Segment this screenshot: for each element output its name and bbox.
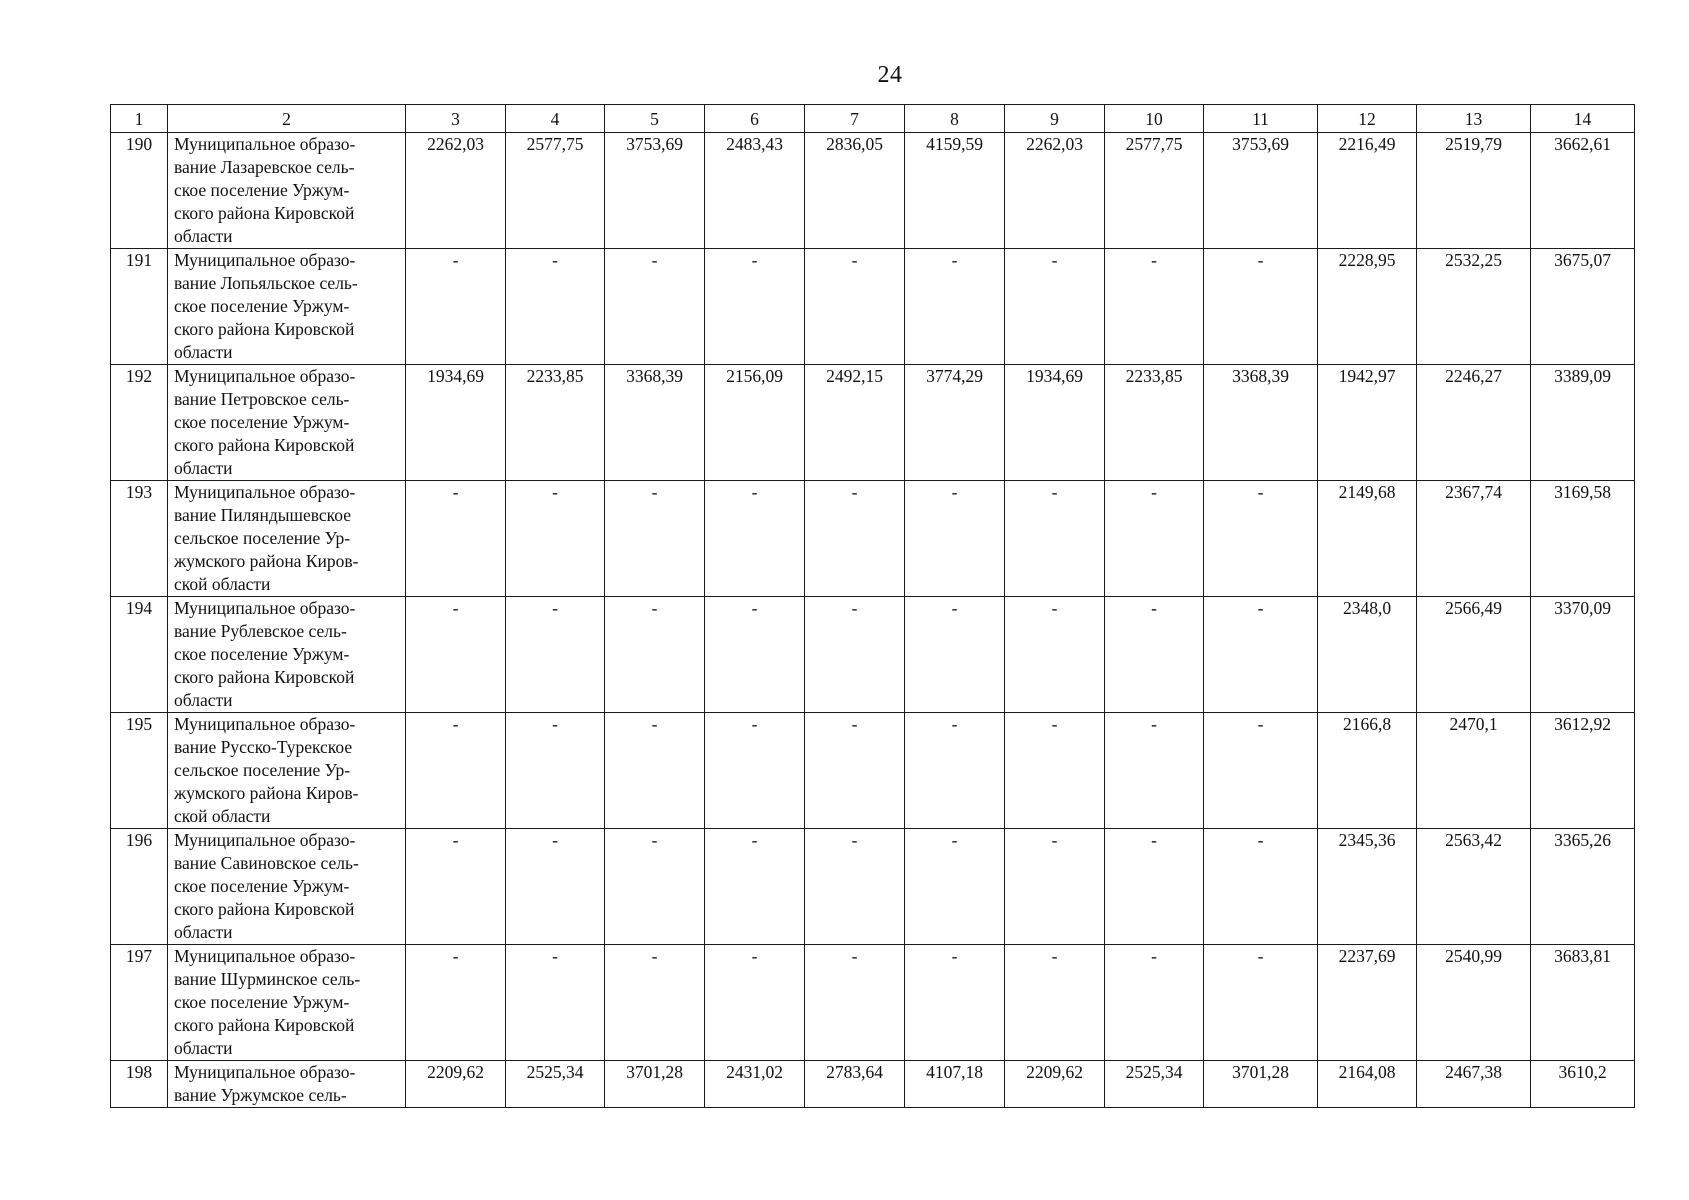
municipality-name-line: ского района Кировской — [174, 319, 355, 339]
municipality-name-line: вание Пиляндышевское — [174, 505, 351, 525]
value-cell-col-11: - — [1204, 249, 1318, 365]
value-cell-col-5: 3753,69 — [605, 133, 705, 249]
column-header-1: 1 — [111, 105, 168, 133]
value-cell-col-8: - — [905, 829, 1005, 945]
value-cell-col-14: 3169,58 — [1531, 481, 1635, 597]
value-cell-col-9: 2209,62 — [1005, 1061, 1105, 1108]
municipality-name-line: ской области — [174, 806, 271, 826]
value-cell-col-4: - — [506, 713, 605, 829]
column-header-2: 2 — [168, 105, 406, 133]
municipality-name-line: вание Русско-Турекское — [174, 737, 353, 757]
value-cell-col-9: - — [1005, 249, 1105, 365]
value-cell-col-14: 3662,61 — [1531, 133, 1635, 249]
value-cell-col-14: 3370,09 — [1531, 597, 1635, 713]
table-row — [111, 1061, 1635, 1108]
value-cell-col-12: 2348,0 — [1318, 597, 1417, 713]
municipality-name-line: сельское поселение Ур- — [174, 760, 351, 780]
municipality-name-line: области — [174, 342, 233, 362]
column-header-6: 6 — [705, 105, 805, 133]
municipality-name — [168, 249, 406, 365]
municipality-name — [168, 597, 406, 713]
value-cell-col-3: - — [406, 713, 506, 829]
value-cell-col-10: 2233,85 — [1105, 365, 1204, 481]
value-cell-col-6: - — [705, 713, 805, 829]
municipality-name — [168, 945, 406, 1061]
value-cell-col-3: 2209,62 — [406, 1061, 506, 1108]
value-cell-col-5: 3701,28 — [605, 1061, 705, 1108]
value-cell-col-6: - — [705, 597, 805, 713]
value-cell-col-4: - — [506, 249, 605, 365]
row-number: 196 — [111, 829, 168, 945]
value-cell-col-11: 3368,39 — [1204, 365, 1318, 481]
column-header-11: 11 — [1204, 105, 1318, 133]
municipality-name-line: Муниципальное образо- — [174, 134, 356, 154]
value-cell-col-4: 2577,75 — [506, 133, 605, 249]
municipality-name — [168, 1061, 406, 1108]
value-cell-col-4: - — [506, 945, 605, 1061]
value-cell-col-10: - — [1105, 713, 1204, 829]
municipality-name-line: Муниципальное образо- — [174, 366, 356, 386]
value-cell-col-10: 2525,34 — [1105, 1061, 1204, 1108]
value-cell-col-6: - — [705, 945, 805, 1061]
value-cell-col-10: - — [1105, 945, 1204, 1061]
value-cell-col-13: 2563,42 — [1417, 829, 1531, 945]
value-cell-col-14: 3675,07 — [1531, 249, 1635, 365]
municipality-name-line: ское поселение Уржум- — [174, 296, 350, 316]
value-cell-col-3: - — [406, 481, 506, 597]
municipality-name-line: области — [174, 922, 233, 942]
value-cell-col-10: 2577,75 — [1105, 133, 1204, 249]
municipality-name-line: ского района Кировской — [174, 203, 355, 223]
municipality-name-line: Муниципальное образо- — [174, 830, 356, 850]
column-header-7: 7 — [805, 105, 905, 133]
column-header-4: 4 — [506, 105, 605, 133]
value-cell-col-5: - — [605, 249, 705, 365]
header-row — [111, 105, 1635, 133]
value-cell-col-7: 2836,05 — [805, 133, 905, 249]
municipality-name-line: Муниципальное образо- — [174, 946, 356, 966]
row-number: 193 — [111, 481, 168, 597]
value-cell-col-5: - — [605, 597, 705, 713]
row-number: 192 — [111, 365, 168, 481]
value-cell-col-4: - — [506, 481, 605, 597]
value-cell-col-9: - — [1005, 713, 1105, 829]
value-cell-col-9: - — [1005, 829, 1105, 945]
value-cell-col-12: 1942,97 — [1318, 365, 1417, 481]
row-number: 198 — [111, 1061, 168, 1108]
column-header-14: 14 — [1531, 105, 1635, 133]
value-cell-col-14: 3610,2 — [1531, 1061, 1635, 1108]
value-cell-col-12: 2149,68 — [1318, 481, 1417, 597]
municipality-name-line: области — [174, 690, 233, 710]
municipality-name — [168, 133, 406, 249]
value-cell-col-14: 3365,26 — [1531, 829, 1635, 945]
row-number: 190 — [111, 133, 168, 249]
value-cell-col-11: - — [1204, 945, 1318, 1061]
municipality-name-line: вание Рублевское сель- — [174, 621, 347, 641]
value-cell-col-3: 1934,69 — [406, 365, 506, 481]
value-cell-col-14: 3683,81 — [1531, 945, 1635, 1061]
municipality-name-line: области — [174, 458, 233, 478]
municipality-name-line: Муниципальное образо- — [174, 482, 356, 502]
municipality-name-line: Муниципальное образо- — [174, 598, 356, 618]
value-cell-col-8: - — [905, 597, 1005, 713]
value-cell-col-7: - — [805, 713, 905, 829]
value-cell-col-12: 2345,36 — [1318, 829, 1417, 945]
value-cell-col-13: 2367,74 — [1417, 481, 1531, 597]
value-cell-col-11: - — [1204, 713, 1318, 829]
municipality-name-line: Муниципальное образо- — [174, 714, 356, 734]
municipality-name-line: ское поселение Уржум- — [174, 876, 350, 896]
value-cell-col-10: - — [1105, 597, 1204, 713]
value-cell-col-13: 2467,38 — [1417, 1061, 1531, 1108]
value-cell-col-8: - — [905, 481, 1005, 597]
value-cell-col-12: 2228,95 — [1318, 249, 1417, 365]
municipality-name-line: Муниципальное образо- — [174, 250, 356, 270]
row-number: 191 — [111, 249, 168, 365]
value-cell-col-12: 2166,8 — [1318, 713, 1417, 829]
municipality-name — [168, 481, 406, 597]
value-cell-col-11: - — [1204, 481, 1318, 597]
column-header-10: 10 — [1105, 105, 1204, 133]
page-number: 24 — [877, 62, 903, 88]
value-cell-col-11: 3701,28 — [1204, 1061, 1318, 1108]
municipality-name — [168, 365, 406, 481]
tariff-table — [110, 104, 1635, 1108]
value-cell-col-6: 2156,09 — [705, 365, 805, 481]
column-header-5: 5 — [605, 105, 705, 133]
value-cell-col-5: - — [605, 713, 705, 829]
municipality-name-line: области — [174, 1038, 233, 1058]
value-cell-col-7: - — [805, 829, 905, 945]
value-cell-col-7: - — [805, 945, 905, 1061]
value-cell-col-12: 2216,49 — [1318, 133, 1417, 249]
municipality-name-line: вание Лопьяльское сель- — [174, 273, 358, 293]
municipality-name-line: ское поселение Уржум- — [174, 992, 350, 1012]
municipality-name-line: вание Уржумское сель- — [174, 1085, 347, 1105]
value-cell-col-7: - — [805, 597, 905, 713]
municipality-name-line: вание Лазаревское сель- — [174, 157, 355, 177]
value-cell-col-10: - — [1105, 249, 1204, 365]
value-cell-col-8: 3774,29 — [905, 365, 1005, 481]
municipality-name-line: ское поселение Уржум- — [174, 644, 350, 664]
municipality-name-line: жумского района Киров- — [174, 783, 359, 803]
municipality-name-line: Муниципальное образо- — [174, 1062, 356, 1082]
value-cell-col-7: - — [805, 249, 905, 365]
value-cell-col-5: - — [605, 945, 705, 1061]
value-cell-col-6: 2483,43 — [705, 133, 805, 249]
table-row — [111, 249, 1635, 365]
value-cell-col-14: 3389,09 — [1531, 365, 1635, 481]
value-cell-col-10: - — [1105, 829, 1204, 945]
value-cell-col-13: 2519,79 — [1417, 133, 1531, 249]
column-header-3: 3 — [406, 105, 506, 133]
municipality-name-line: ского района Кировской — [174, 899, 355, 919]
value-cell-col-12: 2237,69 — [1318, 945, 1417, 1061]
value-cell-col-5: 3368,39 — [605, 365, 705, 481]
municipality-name-line: сельское поселение Ур- — [174, 528, 351, 548]
value-cell-col-8: 4107,18 — [905, 1061, 1005, 1108]
value-cell-col-9: - — [1005, 481, 1105, 597]
column-header-8: 8 — [905, 105, 1005, 133]
municipality-name-line: вание Шурминское сель- — [174, 969, 361, 989]
value-cell-col-9: 2262,03 — [1005, 133, 1105, 249]
value-cell-col-5: - — [605, 481, 705, 597]
value-cell-col-3: 2262,03 — [406, 133, 506, 249]
municipality-name — [168, 829, 406, 945]
municipality-name-line: жумского района Киров- — [174, 551, 359, 571]
value-cell-col-13: 2470,1 — [1417, 713, 1531, 829]
value-cell-col-8: - — [905, 249, 1005, 365]
value-cell-col-13: 2532,25 — [1417, 249, 1531, 365]
value-cell-col-11: - — [1204, 829, 1318, 945]
value-cell-col-9: 1934,69 — [1005, 365, 1105, 481]
value-cell-col-6: - — [705, 249, 805, 365]
value-cell-col-3: - — [406, 945, 506, 1061]
value-cell-col-9: - — [1005, 945, 1105, 1061]
value-cell-col-8: - — [905, 945, 1005, 1061]
municipality-name-line: ское поселение Уржум- — [174, 180, 350, 200]
column-header-9: 9 — [1005, 105, 1105, 133]
column-header-12: 12 — [1318, 105, 1417, 133]
value-cell-col-14: 3612,92 — [1531, 713, 1635, 829]
value-cell-col-13: 2566,49 — [1417, 597, 1531, 713]
table-row — [111, 945, 1635, 1061]
value-cell-col-7: 2783,64 — [805, 1061, 905, 1108]
table-row — [111, 829, 1635, 945]
municipality-name-line: ское поселение Уржум- — [174, 412, 350, 432]
table-row — [111, 713, 1635, 829]
row-number: 195 — [111, 713, 168, 829]
value-cell-col-4: - — [506, 597, 605, 713]
table-row — [111, 133, 1635, 249]
value-cell-col-11: 3753,69 — [1204, 133, 1318, 249]
value-cell-col-4: 2233,85 — [506, 365, 605, 481]
value-cell-col-11: - — [1204, 597, 1318, 713]
value-cell-col-5: - — [605, 829, 705, 945]
value-cell-col-4: 2525,34 — [506, 1061, 605, 1108]
row-number: 194 — [111, 597, 168, 713]
municipality-name — [168, 713, 406, 829]
value-cell-col-4: - — [506, 829, 605, 945]
value-cell-col-10: - — [1105, 481, 1204, 597]
value-cell-col-8: 4159,59 — [905, 133, 1005, 249]
table-row — [111, 365, 1635, 481]
value-cell-col-6: - — [705, 481, 805, 597]
value-cell-col-3: - — [406, 597, 506, 713]
row-number: 197 — [111, 945, 168, 1061]
municipality-name-line: ской области — [174, 574, 271, 594]
value-cell-col-6: - — [705, 829, 805, 945]
municipality-name-line: ского района Кировской — [174, 1015, 355, 1035]
value-cell-col-7: - — [805, 481, 905, 597]
value-cell-col-12: 2164,08 — [1318, 1061, 1417, 1108]
municipality-name-line: ского района Кировской — [174, 435, 355, 455]
municipality-name-line: вание Петровское сель- — [174, 389, 350, 409]
table-row — [111, 597, 1635, 713]
value-cell-col-3: - — [406, 829, 506, 945]
value-cell-col-13: 2246,27 — [1417, 365, 1531, 481]
municipality-name-line: области — [174, 226, 233, 246]
value-cell-col-9: - — [1005, 597, 1105, 713]
value-cell-col-6: 2431,02 — [705, 1061, 805, 1108]
value-cell-col-13: 2540,99 — [1417, 945, 1531, 1061]
municipality-name-line: вание Савиновское сель- — [174, 853, 359, 873]
value-cell-col-8: - — [905, 713, 1005, 829]
municipality-name-line: ского района Кировской — [174, 667, 355, 687]
table-body — [111, 133, 1635, 1108]
value-cell-col-7: 2492,15 — [805, 365, 905, 481]
table-row — [111, 481, 1635, 597]
column-header-13: 13 — [1417, 105, 1531, 133]
value-cell-col-3: - — [406, 249, 506, 365]
